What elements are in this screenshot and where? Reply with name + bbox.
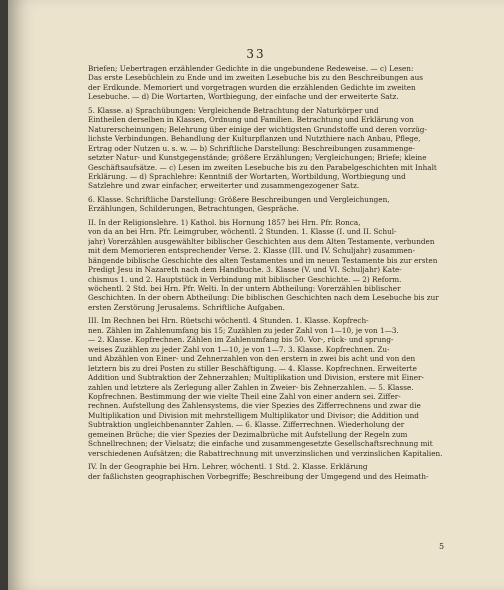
text-line: Subtraktion ungleichbenannter Zahlen. — 6. Klasse. Zifferrechnen. Wiederholung der <box>88 420 405 430</box>
text-line: chismus 1. und 2. Hauptstück in Verbindung mit biblischer Geschichte. — 2) Reform. <box>88 274 402 284</box>
page-number: 33 <box>246 47 266 61</box>
text-line: hängende biblische Geschichte des alten Testamentes und im neuen Testamente bis zur ersten <box>88 255 438 265</box>
text-line: wöchentl. 2 Std. bei Hrn. Pfr. Welti. In der untern Abtheilung: Vorerzählen biblischer <box>88 283 401 293</box>
body-text <box>88 64 450 481</box>
text-line: III. Im Rechnen bei Hrn. Rüetschi wöchentl. 4 Stunden. 1. Klasse. Kopfrech- <box>88 316 369 326</box>
text-line: Eintheilen derselben in Klassen, Ordnung und Familien. Betrachtung und Erklärung von <box>88 115 414 125</box>
book-page <box>8 0 504 590</box>
text-line: jahr) Vorerzählen ausgewählter biblischer Geschichten aus dem Alten Testamente, verbunden <box>88 236 435 246</box>
text-line: Ertrag oder Nutzen u. s. w. — b) Schriftliche Darstellung: Beschreibungen zusammenge- <box>88 143 415 153</box>
text-line: II. In der Religionslehre. 1) Kathol. bis Hornung 1857 bei Hrn. Pfr. Ronca, <box>88 217 361 227</box>
text-line: mit dem Memorieren entsprechender Verse. 2. Klasse (III. und IV. Schuljahr) zusammen- <box>88 246 415 256</box>
text-line: Satzlehre und zwar einfacher, erweiterter und zusammengezogener Satz. <box>88 181 360 191</box>
text-line: rechnen. Aufstellung des Zahlensystems, die vier Spezies des Zifferrechnens und zwar die <box>88 401 421 411</box>
text-line: Addition und Subtraktion der Zehnerzahlen; Multiplikation und Division, erstere mit Einer- <box>88 373 424 383</box>
text-line: Das erste Lesebüchlein zu Ende und im zweiten Lesebuche bis zu den Beschreibungen aus <box>88 73 423 83</box>
text-line: Schnellrechnen; der Vielsatz; die einfache und zusammengesetzte Gesellschaftsrechnung mit <box>88 439 433 449</box>
text-line: nen. Zählen im Zahlenumfang bis 15; Zuzählen zu jeder Zahl von 1—10, je von 1—3. <box>88 325 399 335</box>
text-line: Lesebuche. — d) Die Wortarten, Wortbiegung, der einfache und der erweiterte Satz. <box>88 92 399 102</box>
text-line: Erklärung. — d) Sprachlehre: Kenntniß der Wortarten, Wortbildung, Wortbiegung und <box>88 171 406 181</box>
text-line: letztern bis zu drei Posten zu stiller Beschäftigung. — 4. Klasse. Kopfrechnen. Erweiterte <box>88 363 417 373</box>
text-line: der faßlichsten geographischen Vorbegriffe; Beschreibung der Umgegend und des Heimath- <box>88 471 429 481</box>
text-line: verschiedenen Aufsätzen; die Rabattrechnung mit unverzinslichen und verzinslichen Kapitalien. <box>88 448 443 458</box>
text-line: Multiplikation und Division mit mehrstelligem Multiplikator und Divisor; die Addition und <box>88 410 419 420</box>
text-line: lichste Verbindungen. Behandlung der Kulturpflanzen und Nutzthiere nach Anbau, Pflege, <box>88 134 421 144</box>
text-line: — 2. Klasse. Kopfrechnen. Zählen im Zahlenumfang bis 50. Vor-, rück- und sprung- <box>88 335 394 345</box>
text-line: Kopfrechnen. Bestimmung der wie vielte Theil eine Zahl von einer andern sei. Ziffer- <box>88 391 401 401</box>
text-line: der Erdkunde. Memoriert und vorgetragen wurden die erzählenden Gedichte im zweiten <box>88 82 416 92</box>
text-line: zahlen und letztere als Zerlegung aller Zahlen in Zweier- bis Zehnerzahlen. — 5. Klasse. <box>88 382 414 392</box>
signature-mark: 5 <box>439 542 445 551</box>
text-line: gemeinen Brüche; die vier Spezies der Dezimalbrüche mit Aufstellung der Regeln zum <box>88 429 408 439</box>
text-line: Erzählungen, Schilderungen, Betrachtungen, Gespräche. <box>88 204 299 214</box>
text-line: Naturerscheinungen; Belehrung über einige der wichtigsten Grundstoffe und deren vorzüg- <box>88 124 427 134</box>
text-line: Geschäftsaufsätze. — c) Lesen im zweiten Lesebuche bis zu den Parabelgeschichten mit Inhalt <box>88 162 437 172</box>
text-line: setzter Natur- und Kunstgegenstände; größere Erzählungen; Vergleichungen; Briefe; kleine <box>88 153 427 163</box>
text-line: 6. Klasse. Schriftliche Darstellung: Größere Beschreibungen und Vergleichungen, <box>88 194 390 204</box>
text-line: Briefen; Uebertragen erzählender Gedichte in die ungebundene Redeweise. — c) Lesen: <box>88 64 414 73</box>
text-line: von da an bei Hrn. Pfr. Leimgruber, wöchentl. 2 Stunden. 1. Klasse (I. und II. Schul- <box>88 227 397 237</box>
text-line: 5. Klasse. a) Sprachübungen: Vergleichende Betrachtung der Naturkörper und <box>88 105 379 115</box>
text-line: und Abzählen von Einer- und Zehnerzahlen von den erstern in zwei bis acht und von den <box>88 354 416 364</box>
text-line: Predigt Jesu in Nazareth nach dem Handbuche. 3. Klasse (V. und VI. Schuljahr) Kate- <box>88 265 402 275</box>
text-line: Geschichten. In der obern Abtheilung: Die biblischen Geschichten nach dem Lesebuche bis zur <box>88 293 439 303</box>
text-line: IV. In der Geographie bei Hrn. Lehrer, wöchentl. 1 Std. 2. Klasse. Erklärung <box>88 462 368 472</box>
text-line: weises Zuzählen zu jeder Zahl von 1—10, je von 1—7. 3. Klasse. Kopfrechnen. Zu- <box>88 344 390 354</box>
text-line: ersten Zerstörung Jerusalems. Schriftliche Aufgaben. <box>88 302 285 312</box>
